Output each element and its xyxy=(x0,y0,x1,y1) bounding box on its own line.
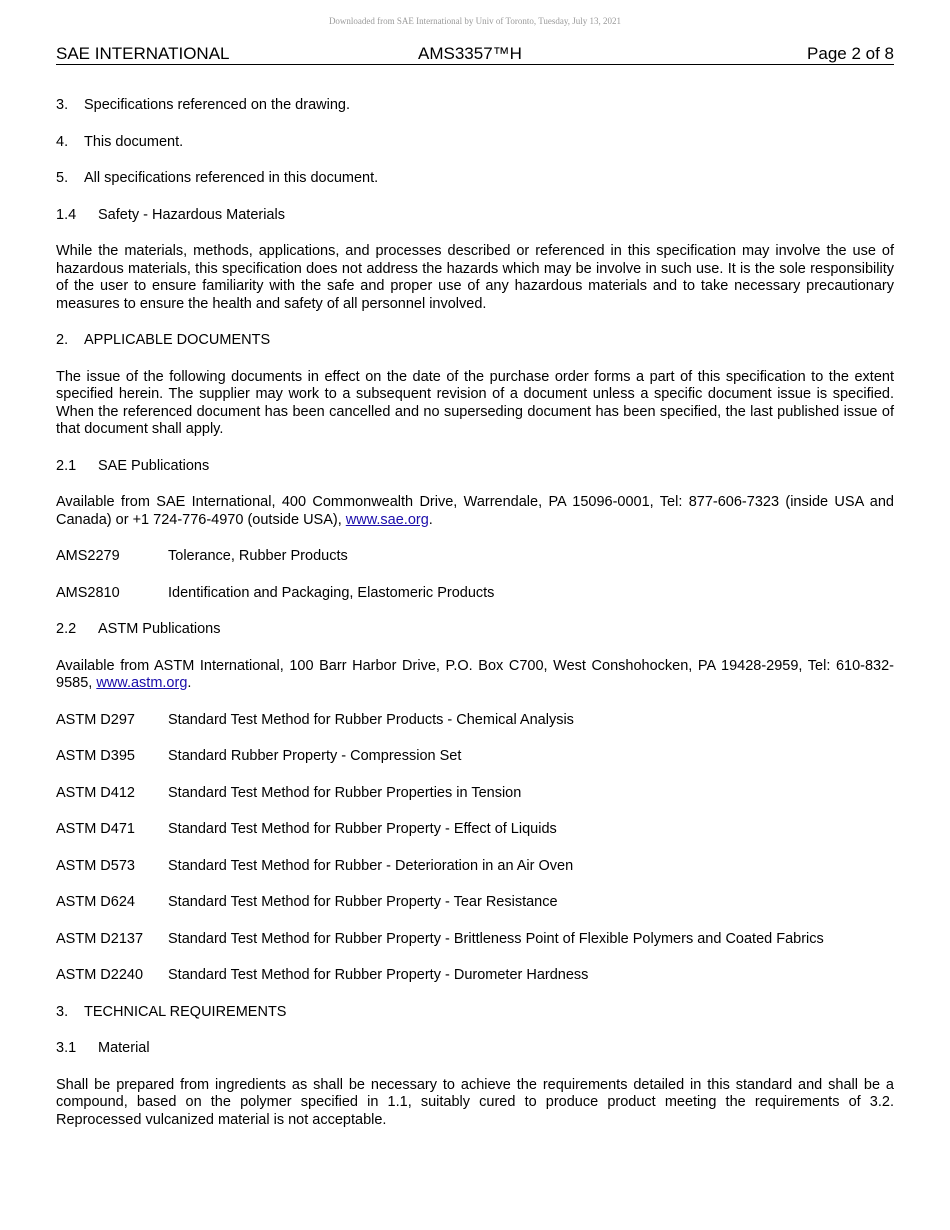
availability-trailing: . xyxy=(428,511,433,528)
document-title: Standard Test Method for Rubber Property - Durometer Hardness xyxy=(168,967,589,983)
document-title: Tolerance, Rubber Products xyxy=(168,548,348,564)
availability-trailing: . xyxy=(187,675,192,691)
section-title: SAE Publications xyxy=(98,457,210,474)
section-heading-2 xyxy=(56,332,894,350)
document-id: ASTM D471 xyxy=(56,821,135,837)
list-item-text: Specifications referenced on the drawing. xyxy=(84,97,350,113)
header-page-number: Page 2 of 8 xyxy=(807,44,894,63)
header-document-number: AMS3357™H xyxy=(418,44,522,63)
section-heading-1-4 xyxy=(56,207,894,225)
material-paragraph: Shall be prepared from ingredients as shall be necessary to achieve the requirements detailed in this standard and shall be a compound, based on the polymer specified in 1.1, suitably cured to produce product meeting the requirements of 3.2. Reprocessed vulcanized material is not acceptable. xyxy=(56,1076,894,1128)
reference-document-row xyxy=(56,748,894,766)
document-title: Standard Test Method for Rubber Properties in Tension xyxy=(168,784,522,801)
section-number: 1.4 xyxy=(56,206,77,223)
list-item xyxy=(56,134,894,152)
availability-text: Available from SAE International, 400 Commonwealth Drive, Warrendale, PA 15096-0001, Tel: 877-606-7323 (inside USA and Canada) or +1 724-776-4970 (outside USA), xyxy=(56,494,894,528)
document-title: Identification and Packaging, Elastomeric Products xyxy=(168,584,495,601)
list-item-number: 5. xyxy=(56,170,69,186)
document-id: ASTM D2137 xyxy=(56,930,144,947)
reference-document-row xyxy=(56,785,894,803)
section-title: Material xyxy=(98,1040,150,1056)
document-title: Standard Test Method for Rubber Property - Brittleness Point of Flexible Polymers and Coated Fabrics xyxy=(168,930,824,947)
reference-document-row xyxy=(56,712,894,730)
section-number: 2.2 xyxy=(56,621,77,637)
section-title: Safety - Hazardous Materials xyxy=(98,206,285,223)
document-title: Standard Test Method for Rubber - Deterioration in an Air Oven xyxy=(168,857,574,874)
reference-document-row xyxy=(56,548,894,566)
document-id: ASTM D2240 xyxy=(56,967,144,983)
section-number: 3.1 xyxy=(56,1040,77,1056)
document-id: ASTM D573 xyxy=(56,857,135,874)
list-item xyxy=(56,170,894,188)
document-id: AMS2279 xyxy=(56,548,120,564)
section-number: 2.1 xyxy=(56,457,77,474)
reference-document-row xyxy=(56,585,894,603)
document-id: ASTM D395 xyxy=(56,748,135,764)
document-id: ASTM D624 xyxy=(56,894,135,910)
reference-document-row xyxy=(56,894,894,912)
astm-website-link[interactable]: www.astm.org xyxy=(96,675,188,691)
section-title: APPLICABLE DOCUMENTS xyxy=(84,332,271,348)
list-item-number: 3. xyxy=(56,97,69,113)
section-number: 3. xyxy=(56,1003,69,1020)
document-title: Standard Test Method for Rubber Property - Effect of Liquids xyxy=(168,821,557,837)
header-organization: SAE INTERNATIONAL xyxy=(56,44,230,63)
list-item-text: All specifications referenced in this document. xyxy=(84,170,379,186)
section-heading-3 xyxy=(56,1004,894,1022)
section-heading-2-2 xyxy=(56,621,894,639)
astm-availability-paragraph xyxy=(56,658,894,693)
reference-document-row xyxy=(56,967,894,985)
document-title: Standard Test Method for Rubber Products - Chemical Analysis xyxy=(168,711,574,728)
section-heading-3-1 xyxy=(56,1040,894,1058)
document-id: ASTM D297 xyxy=(56,711,135,728)
reference-document-row xyxy=(56,931,894,949)
download-watermark: Downloaded from SAE International by Univ of Toronto, Tuesday, July 13, 2021 xyxy=(328,16,622,26)
section-heading-2-1 xyxy=(56,458,894,476)
document-id: ASTM D412 xyxy=(56,784,135,801)
reference-document-row xyxy=(56,821,894,839)
list-item-text: This document. xyxy=(84,133,184,150)
sae-availability-paragraph xyxy=(56,494,894,529)
section-title: ASTM Publications xyxy=(98,621,221,637)
page-header xyxy=(56,44,894,65)
list-item xyxy=(56,97,894,115)
document-body xyxy=(56,97,894,1148)
safety-paragraph: While the materials, methods, applications, and processes described or referenced in this specification may involve the use of hazardous materials, this specification does not address the hazards which may be involve in such use. It is the sole responsibility of the user to ensure familiarity with the safe and proper use of any hazardous materials and to take necessary precautionary measures to ensure the health and safety of all personnel involved. xyxy=(56,243,894,312)
sae-website-link[interactable]: www.sae.org xyxy=(345,511,429,528)
applicable-documents-paragraph: The issue of the following documents in effect on the date of the purchase order forms a part of this specification to the extent specified herein. The supplier may work to a subsequent revision of a document unless a specific document issue is specified. When the referenced document has been cancelled and no superseding document has been specified, the last published issue of that document shall apply. xyxy=(56,368,894,437)
document-id: AMS2810 xyxy=(56,584,120,601)
document-title: Standard Test Method for Rubber Property - Tear Resistance xyxy=(168,894,558,910)
section-title: TECHNICAL REQUIREMENTS xyxy=(84,1003,287,1020)
section-number: 2. xyxy=(56,332,69,348)
reference-document-row xyxy=(56,858,894,876)
list-item-number: 4. xyxy=(56,133,69,150)
document-title: Standard Rubber Property - Compression Set xyxy=(168,748,462,764)
availability-text: Available from ASTM International, 100 Barr Harbor Drive, P.O. Box C700, West Conshohocken, PA 19428-2959, Tel: 610-832-9585, xyxy=(56,657,894,691)
